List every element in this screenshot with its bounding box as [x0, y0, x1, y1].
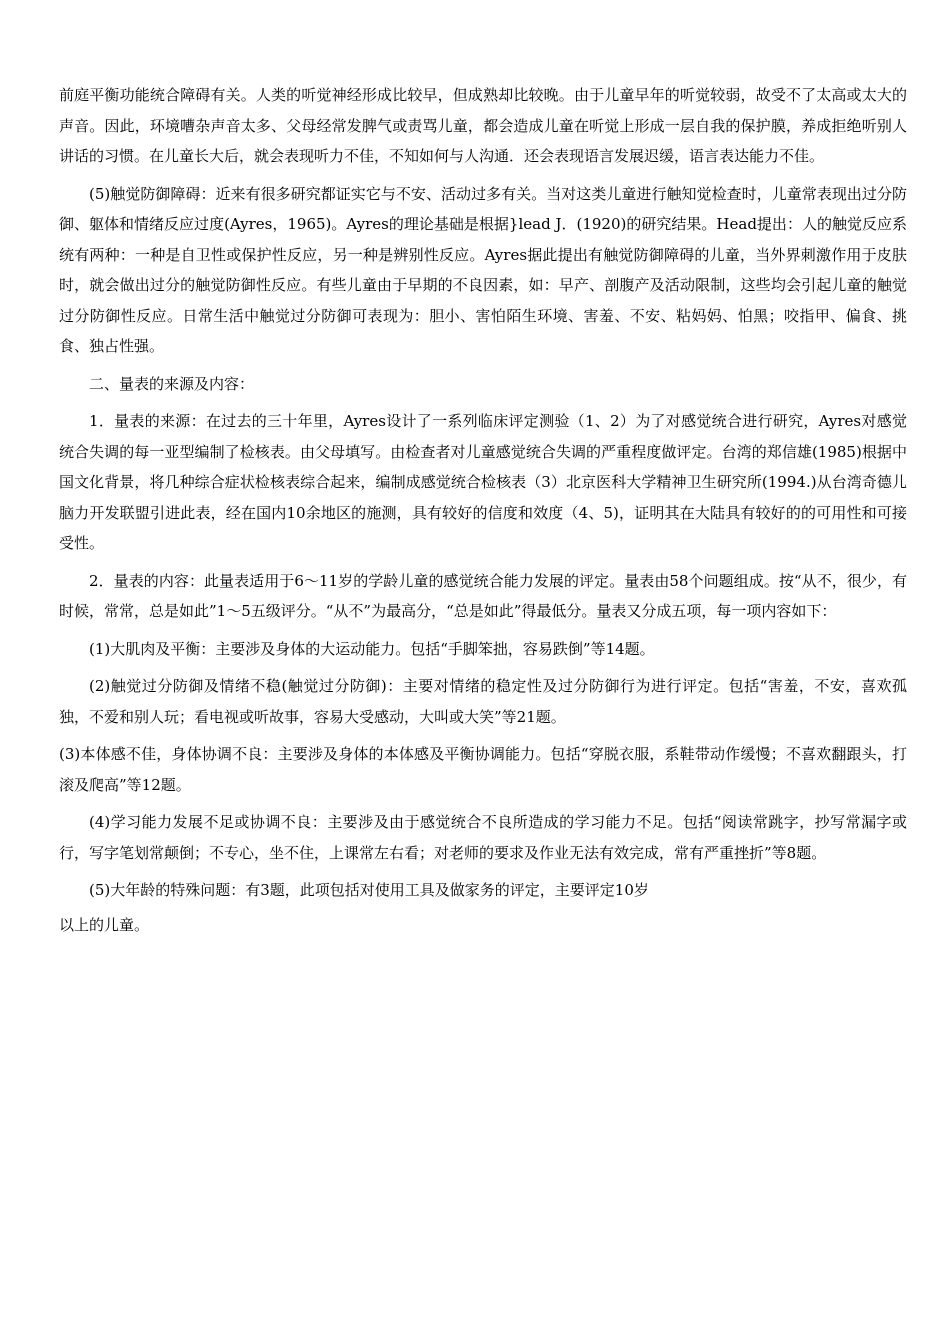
item-older-age-issues: (5)大年龄的特殊问题：有3题，此项包括对使用工具及做家务的评定，主要评定10岁 [89, 881, 649, 899]
item-gross-motor-balance: (1)大肌肉及平衡：主要涉及身体的大运动能力。包括“手脚笨拙，容易跌倒”等14题。 [89, 639, 655, 658]
item-learning-ability: (4)学习能力发展不足或协调不良：主要涉及由于感觉统合不良所造成的学习能力不足。包括“阅读常跳字，抄写常漏字或行，写字笔划常颠倒；不专心，坐不住，上课常左右看；对老师的要求及作业无法有效完成，常有严重挫折”等8题。 [59, 813, 907, 862]
item-older-age-issues-continuation: 以上的儿童。 [59, 915, 150, 934]
paragraph-scale-content: 2．量表的内容：此量表适用于6～11岁的学龄儿童的感觉统合能力发展的评定。量表由58个问题组成。按“从不，很少，有时候，常常，总是如此”1～5五级评分。“从不”为最高分，“总是如此”得最低分。量表又分成五项，每一项内容如下： [59, 571, 907, 620]
paragraph-scale-source: 1．量表的来源：在过去的三十年里，Ayres设计了一系列临床评定测验（1、2）为了对感觉统合进行研究，Ayres对感觉统合失调的每一亚型编制了检核表。由父母填写。由检查者对儿童感觉统合失调的严重程度做评定。台湾的郑信雄(1985)根据中国文化背景，将几种综合症状检核表综合起来，编制成感觉统合检核表（3）北京医科大学精神卫生研究所(1994.)从台湾奇德儿脑力开发联盟引进此表，经在国内10余地区的施测，具有较好的信度和效度（4、5)，证明其在大陆具有较好的的可用性和可接受性。 [59, 412, 907, 552]
paragraph-auditory-continuation: 前庭平衡功能统合障碍有关。人类的听觉神经形成比较早，但成熟却比较晚。由于儿童早年的听觉较弱，故受不了太高或太大的声音。因此，环境嘈杂声音太多、父母经常发脾气或责骂儿童，都会造成儿童在听觉上形成一层自我的保护膜，养成拒绝听别人讲话的习惯。在儿童长大后，就会表现听力不佳，不知如何与人沟通．还会表现语言发展迟缓，语言表达能力不佳。 [59, 86, 907, 165]
item-proprioception: (3)本体感不佳，身体协调不良：主要涉及身体的本体感及平衡协调能力。包括“穿脱衣服，系鞋带动作缓慢；不喜欢翻跟头，打滚及爬高”等12题。 [59, 745, 907, 794]
section-heading-scale-source-content: 二、量表的来源及内容： [89, 374, 255, 393]
paragraph-tactile-defense: (5)触觉防御障碍：近来有很多研究都证实它与不安、活动过多有关。当对这类儿童进行触知觉检查时，儿童常表现出过分防御、躯体和情绪反应过度(Ayres，1965)。Ayres的理论基础是根据}lead J．(1920)的研究结果。Head提出：人的触觉反应系统有两种：一种是自卫性或保护性反应，另一种是辨别性反应。Ayres据此提出有触觉防御障碍的儿童，当外界刺激作用于皮肤时，就会做出过分的触觉防御性反应。有些儿童由于早期的不良因素，如：早产、剖腹产及活动限制，这些均会引起儿童的触觉过分防御性反应。日常生活中触觉过分防御可表现为：胆小、害怕陌生环境、害羞、不安、粘妈妈、怕黑；咬指甲、偏食、挑食、独占性强。 [59, 184, 907, 355]
item-tactile-defense-emotion: (2)触觉过分防御及情绪不稳(触觉过分防御)：主要对情绪的稳定性及过分防御行为进行评定。包括“害羞，不安，喜欢孤独，不爱和别人玩；看电视或听故事，容易大受感动，大叫或大笑”等21题。 [59, 677, 907, 726]
document-page [59, 80, 907, 940]
